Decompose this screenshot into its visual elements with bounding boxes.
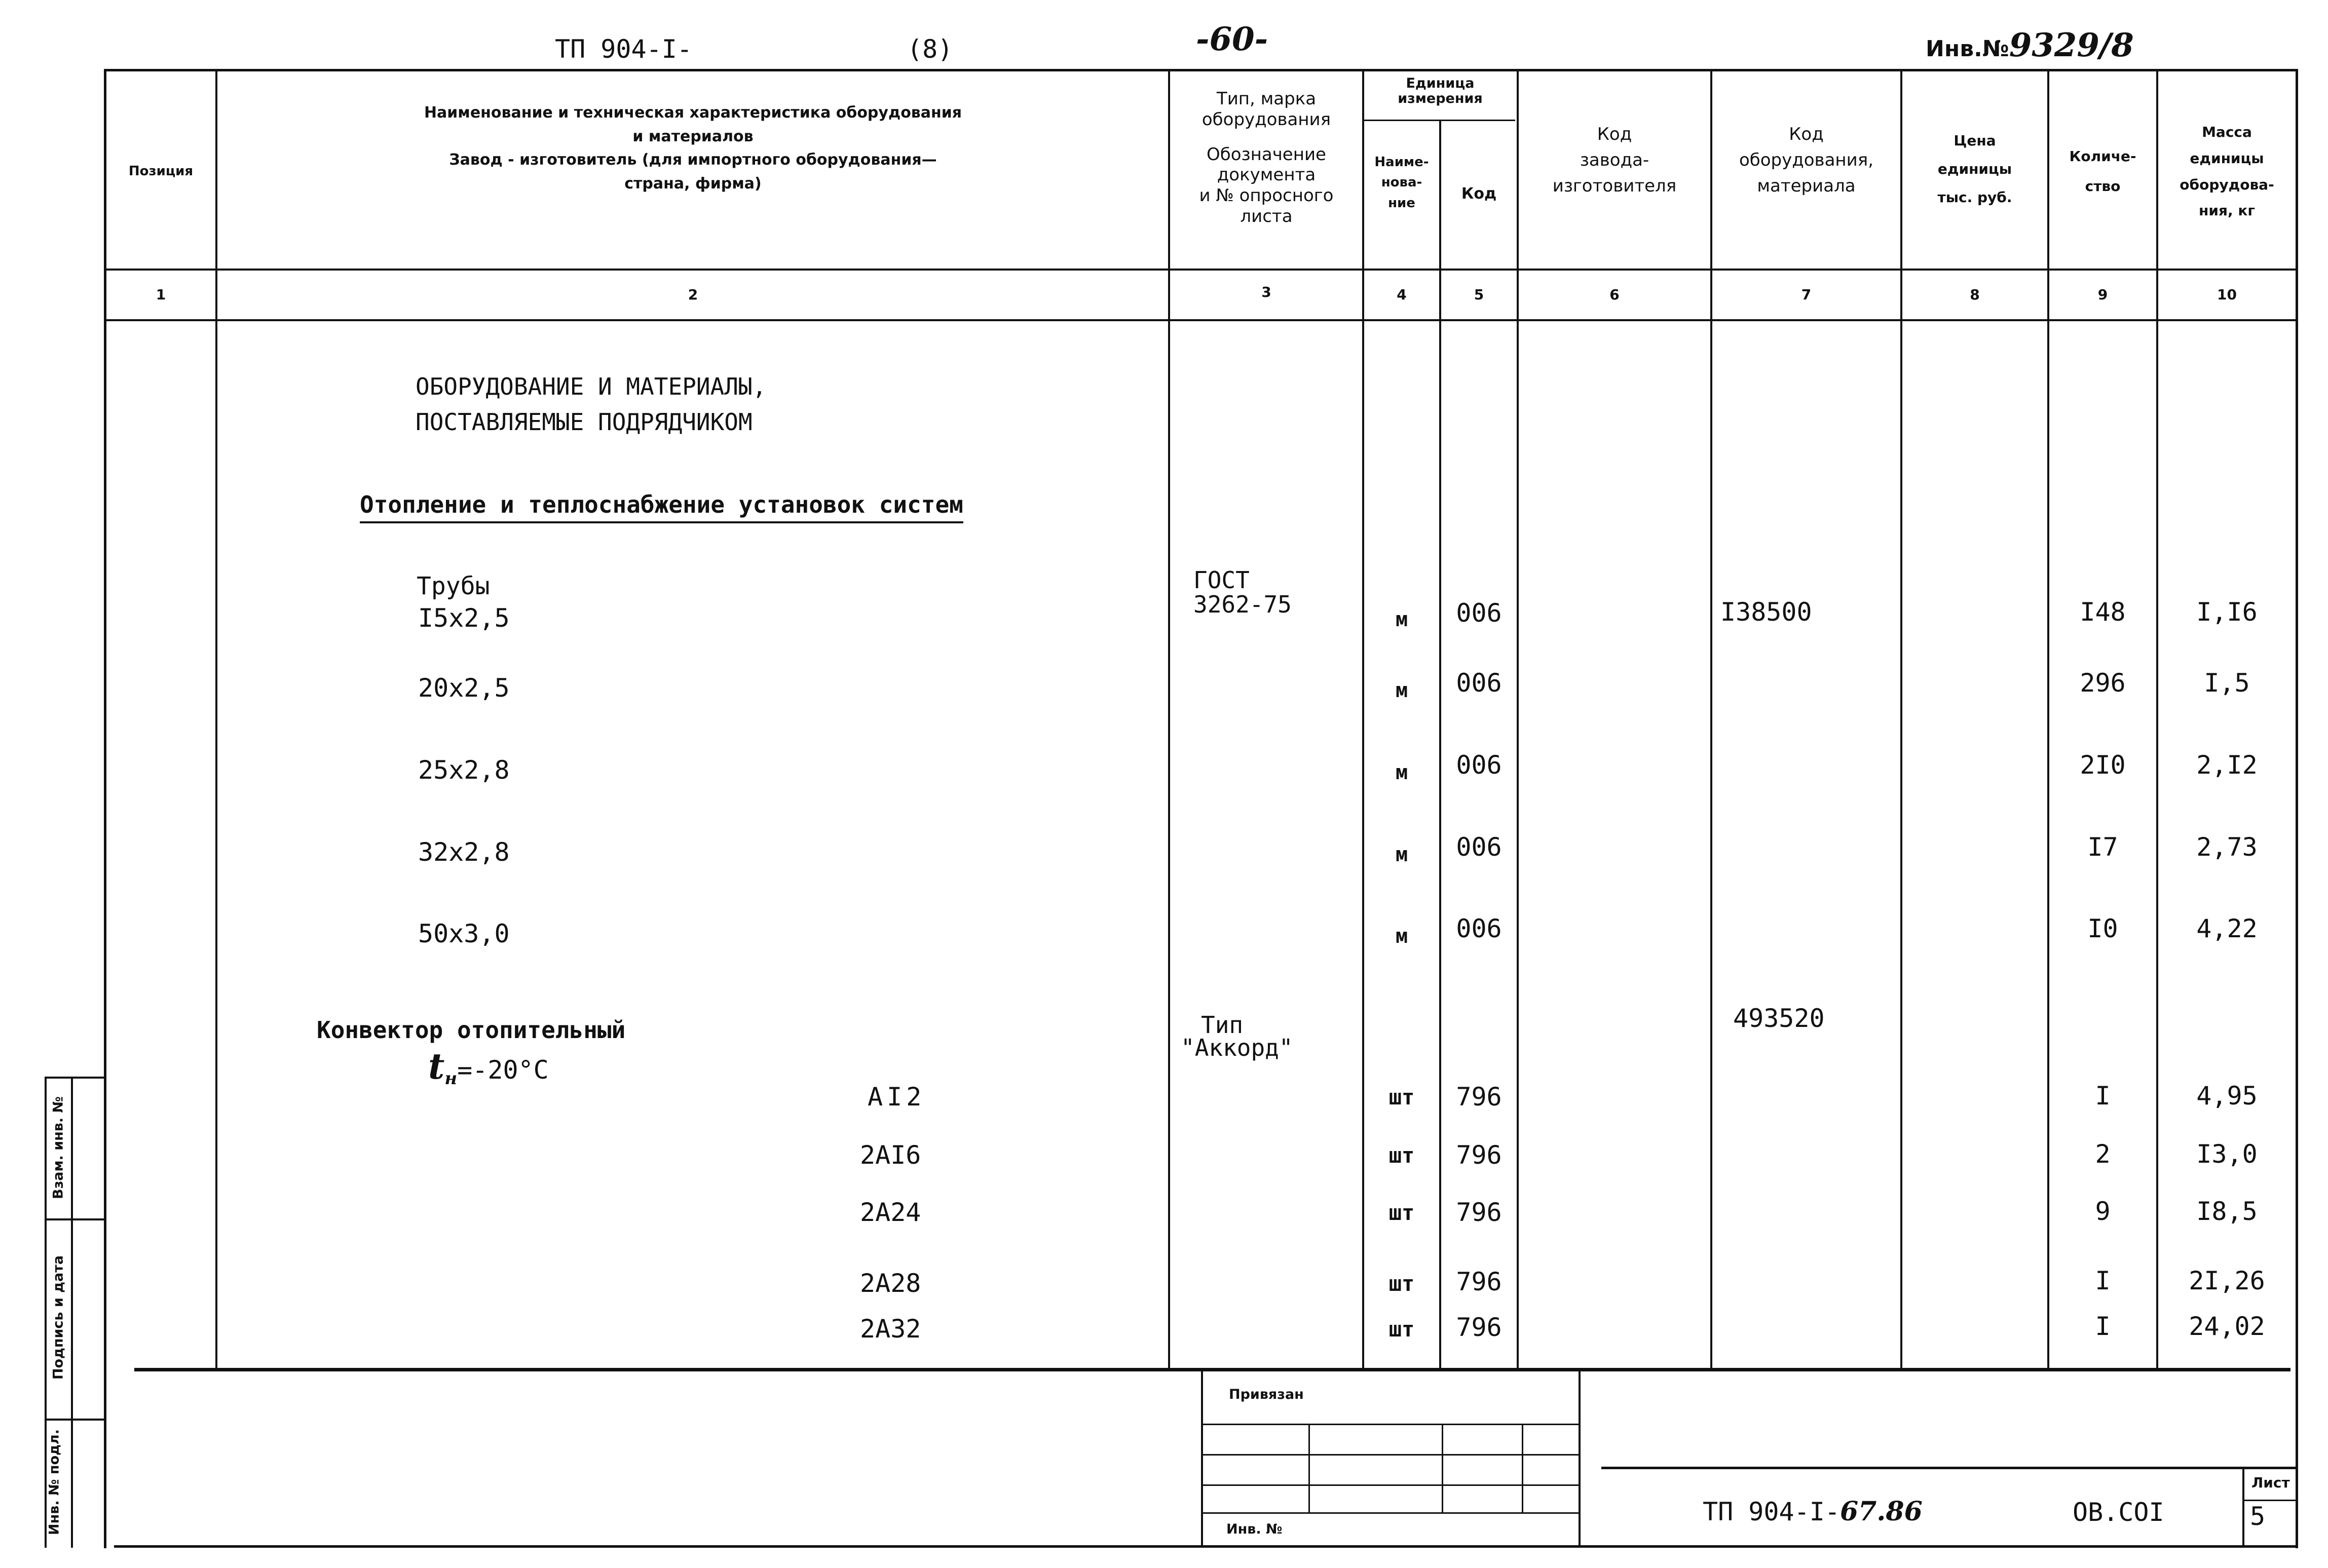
sheet-box-mid [2242, 1500, 2296, 1501]
page-number: -60- [1196, 20, 1268, 58]
unit-code: 796 [1456, 1313, 1502, 1342]
col-number-9: 9 [2097, 286, 2108, 303]
quantity: I [2095, 1081, 2111, 1111]
stamp-divider-2 [1442, 1424, 1443, 1512]
unit-code: 796 [1456, 1082, 1502, 1112]
col-divider-6 [1710, 69, 1712, 1371]
material-code: I38500 [1720, 597, 1812, 627]
col-divider-3 [1362, 69, 1364, 1371]
convector-type-line1: Тип [1201, 1011, 1244, 1039]
quantity: 2I0 [2080, 750, 2126, 780]
section-title-line2: ПОСТАВЛЯЕМЫЕ ПОДРЯДЧИКОМ [416, 408, 753, 436]
header-quantity: Количе- ство [2069, 148, 2136, 195]
col-number-10: 10 [2217, 286, 2237, 303]
convector-type-line2: "Аккорд" [1181, 1034, 1293, 1061]
unit-code: 006 [1456, 832, 1502, 862]
col-number-4: 4 [1397, 286, 1407, 303]
col-divider-4 [1439, 120, 1441, 1371]
unit-name: шт [1388, 1143, 1415, 1168]
header-unit-code: Код [1461, 185, 1497, 203]
col-number-1: 1 [156, 286, 166, 303]
side-label-vzam: Взам. инв. № [50, 1096, 66, 1200]
pipes-doc-line1: ГОСТ [1193, 566, 1250, 594]
side-label-podpis: Подпись и дата [50, 1255, 66, 1380]
unit-name: шт [1388, 1085, 1415, 1110]
header-plant-code: Код завода- изготовителя [1552, 124, 1677, 196]
convector-model: AI2 [868, 1082, 926, 1112]
pipe-size: 50x3,0 [418, 919, 510, 948]
quantity: I0 [2087, 914, 2118, 943]
side-strip-line-1 [45, 1218, 105, 1220]
pipe-size: 25x2,8 [418, 755, 510, 785]
convector-model: 2A24 [860, 1198, 921, 1227]
header-price: Цена единицы тыс. руб. [1937, 132, 2012, 206]
quantity: I [2095, 1312, 2111, 1341]
title-doc-code [1703, 1496, 1923, 1527]
inventory-number [1926, 26, 2134, 64]
unit-name: м [1395, 608, 1408, 631]
unit-code: 006 [1456, 914, 1502, 943]
unit-name: м [1395, 925, 1408, 948]
col-divider-9 [2156, 69, 2158, 1371]
pipes-name: Трубы [417, 572, 490, 600]
col-divider-7 [1900, 69, 1902, 1371]
table-right-border [2296, 69, 2298, 1548]
temp-symbol: t [428, 1045, 445, 1087]
pipe-size: I5x2,5 [418, 603, 510, 633]
stamp-divider-3 [1522, 1424, 1523, 1512]
stamp-inv-no: Инв. № [1226, 1521, 1283, 1537]
col-number-7: 7 [1801, 286, 1812, 303]
quantity: I [2095, 1266, 2111, 1295]
unit-mass: 4,95 [2196, 1081, 2258, 1111]
stamp-right-border [1579, 1371, 1581, 1546]
convector-model: 2A32 [860, 1314, 921, 1344]
quantity: I48 [2080, 597, 2126, 627]
sheet-label: Лист [2251, 1474, 2290, 1491]
unit-code: 006 [1456, 750, 1502, 780]
header-type: Тип, марка оборудования Обозначение документа и № опросного листа [1199, 89, 1334, 226]
unit-mass: I8,5 [2196, 1197, 2258, 1226]
col-number-6: 6 [1609, 286, 1620, 303]
header-position: Позиция [128, 164, 194, 179]
table-top-border [104, 69, 2298, 71]
convector-model: 2AI6 [860, 1140, 921, 1170]
unit-mass: I,5 [2204, 668, 2250, 698]
inv-value: 9329/8 [2009, 26, 2134, 64]
header-unit-group: Единица измерения [1398, 75, 1483, 106]
col-number-5: 5 [1474, 286, 1484, 303]
side-label-inv-podl: Инв. № подл. [46, 1429, 62, 1535]
unit-mass: 24,02 [2189, 1312, 2265, 1341]
temp-subscript: н [444, 1068, 458, 1089]
convector-name: Конвектор отопительный [317, 1016, 626, 1044]
unit-name: м [1395, 843, 1408, 866]
unit-code: 796 [1456, 1198, 1502, 1227]
title-doc-prefix: ТП 904-I- [1703, 1497, 1840, 1526]
header-number-row-bottom [104, 319, 2298, 321]
title-sheet-code: ОВ.СОI [2073, 1498, 2164, 1527]
convector-material-code: 493520 [1733, 1004, 1825, 1033]
convector-temperature [428, 1045, 549, 1089]
sheet-note: (8) [907, 34, 953, 64]
stamp-line-4 [1201, 1512, 1579, 1514]
section-subtitle: Отопление и теплоснабжение установок систем [360, 493, 963, 523]
col-divider-2 [1168, 69, 1170, 1371]
quantity: I7 [2087, 832, 2118, 862]
page-bottom-border [114, 1545, 2298, 1548]
unit-name: шт [1388, 1271, 1415, 1296]
unit-code: 796 [1456, 1140, 1502, 1170]
stamp-privyazan: Привязан [1229, 1387, 1304, 1402]
header-material-code: Код оборудования, материала [1739, 124, 1874, 196]
unit-mass: 2,73 [2196, 832, 2258, 862]
header-number-row-top [104, 269, 2298, 271]
col-divider-8 [2047, 69, 2049, 1371]
unit-mass: 2I,26 [2189, 1266, 2265, 1295]
section-title-line1: ОБОРУДОВАНИЕ И МАТЕРИАЛЫ, [416, 373, 767, 400]
title-block-line [1601, 1467, 2296, 1469]
table-body-bottom [134, 1368, 2291, 1371]
title-doc-suffix: 67.86 [1839, 1496, 1923, 1527]
header-unit-name: Наиме- нова- ние [1374, 155, 1429, 211]
header-mass: Масса единицы оборудова- ния, кг [2180, 124, 2274, 219]
pipe-size: 32x2,8 [418, 837, 510, 867]
sheet-box-left [2242, 1467, 2244, 1548]
unit-name: м [1395, 761, 1408, 784]
unit-name: шт [1388, 1200, 1415, 1225]
sheet-value: 5 [2250, 1502, 2266, 1531]
col-divider-5 [1517, 69, 1519, 1371]
col-number-2: 2 [688, 286, 698, 303]
quantity: 9 [2095, 1197, 2111, 1226]
unit-mass: 2,I2 [2196, 750, 2258, 780]
temp-value: =-20°C [457, 1055, 549, 1085]
unit-code: 006 [1456, 668, 1502, 698]
quantity: 296 [2080, 668, 2126, 698]
unit-mass: I3,0 [2196, 1139, 2258, 1169]
unit-name: м [1395, 679, 1408, 702]
unit-mass: I,I6 [2196, 597, 2258, 627]
pipe-size: 20x2,5 [418, 673, 510, 703]
unit-name: шт [1388, 1317, 1415, 1342]
doc-code-top: ТП 904-I- [555, 34, 692, 64]
col-divider-1 [215, 69, 217, 1371]
col-number-8: 8 [1970, 286, 1980, 303]
quantity: 2 [2095, 1139, 2111, 1169]
unit-code: 006 [1456, 598, 1502, 628]
col-number-3: 3 [1261, 284, 1271, 300]
unit-mass: 4,22 [2196, 914, 2258, 943]
pipes-doc-line2: 3262-75 [1193, 591, 1292, 618]
inv-label: Инв.№ [1926, 36, 2009, 62]
stamp-left-border [1201, 1371, 1203, 1546]
side-strip-divider [71, 1077, 73, 1548]
stamp-divider-1 [1308, 1424, 1310, 1512]
unit-code: 796 [1456, 1267, 1502, 1296]
convector-model: 2A28 [860, 1269, 921, 1298]
header-name: Наименование и техническая характеристика оборудования и материалов Завод - изготовитель (для импортного оборудования— страна, фирма) [424, 104, 962, 193]
